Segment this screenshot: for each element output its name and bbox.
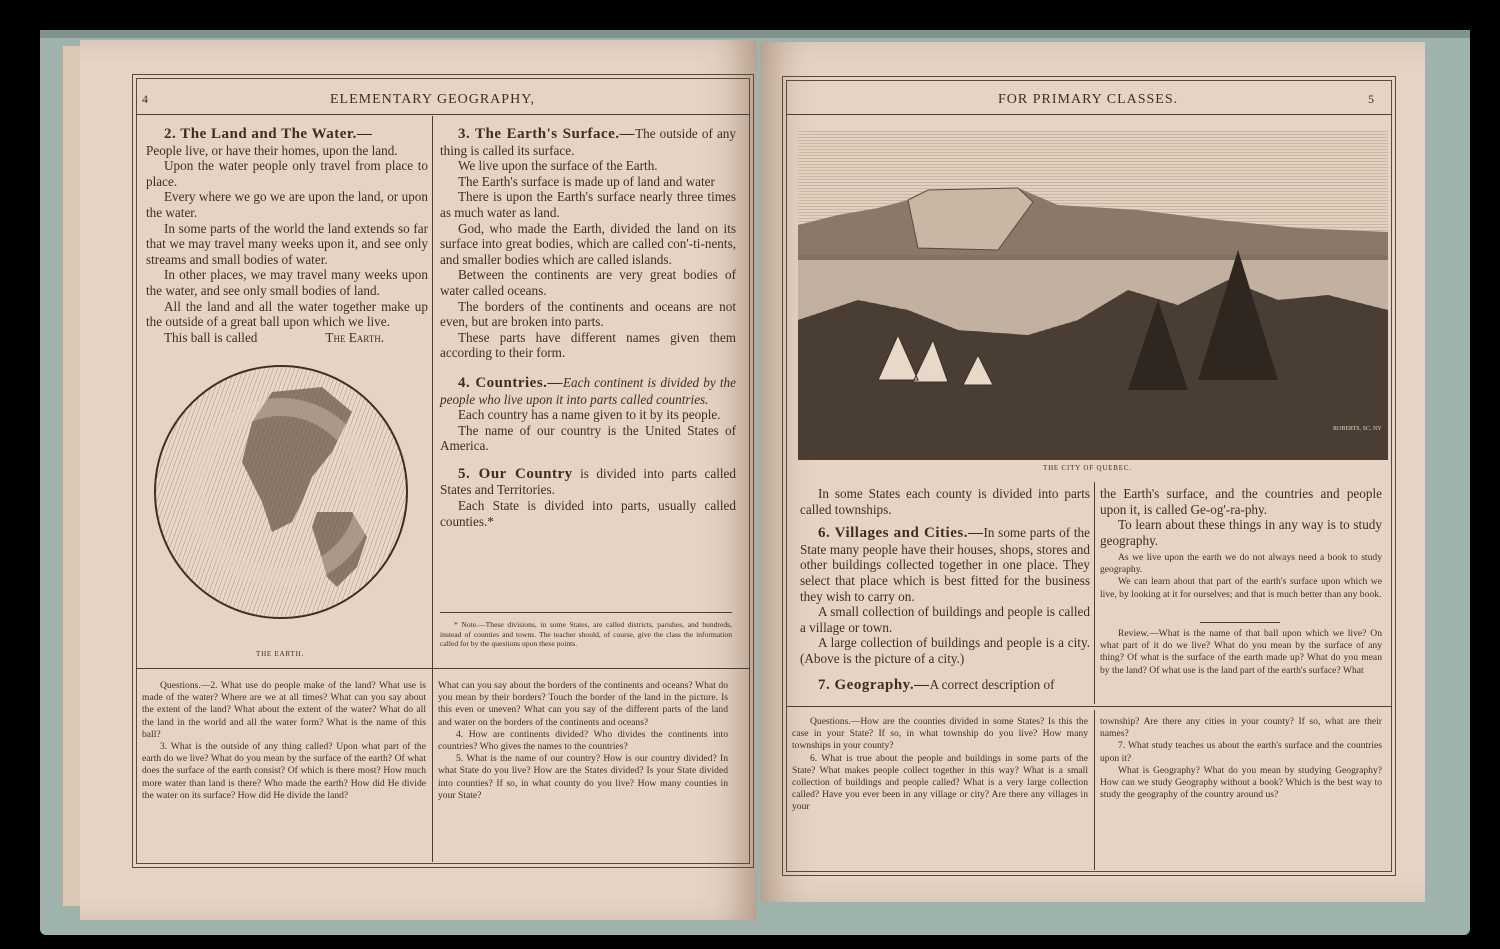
paragraph: Each continent is divided by the people who live upon it into parts called countries.	[440, 374, 736, 407]
paragraph: is divided into parts called States and Territories.	[440, 465, 736, 498]
questions-paragraph: 4. How are continents divided? Who divides the continents into countries? Who gives the names to the countries?	[438, 728, 728, 753]
paragraph: A large collection of buildings and people is a city. (Above is the picture of a city.)	[800, 635, 1090, 666]
paragraph: In some parts of the world the land extends so far that we may travel many weeks upon it, and see only streams and small bodies of water.	[146, 220, 428, 267]
paragraph: the Earth's surface, and the countries and people upon it, is called Ge-og'-ra-phy.	[1100, 486, 1382, 517]
paragraph: We live upon the surface of the Earth.	[458, 158, 658, 174]
page-number: 5	[1368, 92, 1374, 106]
paragraph: In some States each county is divided into parts called townships.	[800, 486, 1090, 517]
questions-rule	[786, 706, 1392, 707]
section-7-heading: 7. Geography.—	[818, 676, 930, 693]
paragraph: The outside of any thing is called its surface.	[440, 126, 736, 158]
image-caption: THE CITY OF QUEBEC.	[1043, 464, 1132, 472]
paragraph: The Earth's surface is made up of land and water	[458, 173, 715, 189]
footnote: * Note.—These divisions, in some States, are called districts, parishes, and hundreds, instead of counties and towns. The teacher should, of course, give the class the information called for by the questions upon these points.	[440, 620, 732, 649]
paragraph: A correct description of	[929, 676, 1055, 692]
section-2-text	[146, 126, 428, 345]
engraver-signature: ROBERTS. SC. NY	[1333, 426, 1382, 432]
paragraph: A small collection of buildings and people is called a village or town.	[800, 604, 1090, 635]
paragraph: Each country has a name given to it by its people.	[458, 407, 721, 423]
section-5-heading: 5. Our Country	[458, 465, 573, 482]
paragraph: God, who made the Earth, divided the land on its surface into great bodies, which are called con'-ti-nents, and smaller bodies which are called islands.	[440, 220, 736, 267]
the-earth-label: The Earth.	[325, 329, 385, 345]
questions-paragraph: 3. What is the outside of any thing called? Upon what part of the earth do we live? What do you mean by the surface of the earth? Of what does the surface of the earth consist? Of which is there most? How much more water than land is there? Who made the earth? How did He divide the water on its surface? How did He divide the land?	[142, 741, 426, 801]
cover-edge-top	[40, 30, 1470, 38]
paragraph: People live, or have their homes, upon the land.	[146, 142, 398, 158]
questions-divider	[1094, 710, 1095, 870]
paragraph: There is upon the Earth's surface nearly three times as much water as land.	[440, 189, 736, 220]
questions-column-1	[792, 716, 1088, 814]
questions-paragraph: 7. What study teaches us about the earth's surface and the countries upon it?	[1100, 740, 1382, 764]
section-2-heading: 2. The Land and The Water.—	[164, 126, 373, 142]
questions-paragraph: 5. What is the name of our country? How is our country divided? In what State do you live? How are the States divided? Is your State divided into counties? If so, in what county do you live? How many counties in your State?	[438, 753, 728, 801]
section-6-heading: 6. Villages and Cities.—	[818, 525, 984, 542]
paragraph: Between the continents are very great bodies of water called oceans.	[440, 267, 736, 298]
questions-column-2	[1100, 716, 1382, 801]
questions-paragraph: township? Are there any cities in your county? If so, what are their names?	[1100, 716, 1382, 740]
review-rule	[1200, 622, 1280, 623]
paragraph: Every where we go we are upon the land, or upon the water.	[146, 189, 428, 220]
questions-paragraph: Questions.—How are the counties divided in some States? Is this the case in your State? If so, in what township do you live? How many townships in your county?	[792, 716, 1088, 752]
left-page	[80, 40, 756, 920]
running-head: FOR PRIMARY CLASSES.	[998, 92, 1179, 107]
page-number: 4	[142, 92, 148, 106]
paragraph: In other places, we may travel many weeks upon the water, and see only small bodies of land.	[146, 267, 428, 298]
questions-rule	[136, 668, 750, 669]
paragraph: The borders of the continents and oceans are not even, but are broken into parts.	[440, 298, 736, 330]
paragraph: We can learn about that part of the earth's surface upon which we live, by looking at it for ourselves; and that is much better than any book.	[1100, 576, 1382, 600]
paragraph: As we live upon the earth we do not always need a book to study geography.	[1100, 552, 1382, 576]
section-3-heading: 3. The Earth's Surface.—	[458, 126, 636, 142]
paragraph: Each State is divided into parts, usually called counties.*	[440, 498, 736, 529]
section-4-heading: 4. Countries.—	[458, 374, 563, 391]
questions-column-1	[142, 680, 426, 802]
paragraph: The name of our country is the United States of America.	[440, 422, 736, 454]
review-text: Review.—What is the name of that ball upon which we live? On what part of it do we live? What do you mean by the surface of any thing? Of what is the surface of the earth made up? What do you mean by the land? Of what use is the land part of the earth's surface? What	[1100, 628, 1382, 676]
paragraph: These parts have different names given them according to their form.	[440, 329, 736, 361]
questions-paragraph: Questions.—2. What use do people make of the land? What use is made of the water? Where are we at all times? What can you say about the extent of the land? What about the extent of the water? What do all the land in the world and all the water form? What is the name of this ball?	[142, 680, 426, 740]
questions-paragraph: 6. What is true about the people and buildings in some parts of the State? What makes people collect together in this way? What is a small collection of buildings and people called? What is a very large collection called? Have you ever been in any village or city? Are there any villages in your	[792, 752, 1088, 813]
questions-column-2	[438, 680, 728, 802]
section-7-continued	[1100, 486, 1382, 548]
paragraph: All the land and all the water together make up the outside of a great ball upon which we live.	[146, 298, 428, 330]
running-head: ELEMENTARY GEOGRAPHY,	[330, 92, 535, 107]
note-rule	[440, 612, 732, 613]
right-page	[760, 42, 1425, 902]
earth-globe-illustration	[152, 362, 410, 624]
section-6-text	[800, 486, 1090, 693]
column-divider	[1094, 482, 1095, 704]
questions-paragraph: What can you say about the borders of the continents and oceans? What do you mean by their borders? Touch the border of the land in the picture. Is this even or uneven? What can you say of the different parts of the land and water on the borders of the continents and oceans?	[438, 680, 728, 728]
section-7-small-text	[1100, 552, 1382, 601]
header-rule	[786, 114, 1392, 115]
city-of-quebec-engraving	[798, 130, 1388, 460]
paragraph: Upon the water people only travel from place to place.	[146, 158, 428, 189]
paragraph: This ball is called	[164, 329, 258, 345]
header-rule	[136, 114, 750, 115]
paragraph: To learn about these things in any way is to study geography.	[1100, 517, 1382, 548]
questions-divider	[432, 668, 433, 862]
paragraph: In some parts of the State many people have their houses, shops, stores and other buildings collected together in one place. They select that place which is best fitted for the business they wish to carry on.	[800, 525, 1090, 604]
column-divider	[432, 116, 433, 712]
section-3-text	[440, 126, 736, 529]
globe-caption: THE EARTH.	[256, 650, 305, 658]
questions-paragraph: What is Geography? What do you mean by studying Geography? How can we study Geography without a book? Which is the best way to study the geography of the country around us?	[1100, 764, 1382, 801]
